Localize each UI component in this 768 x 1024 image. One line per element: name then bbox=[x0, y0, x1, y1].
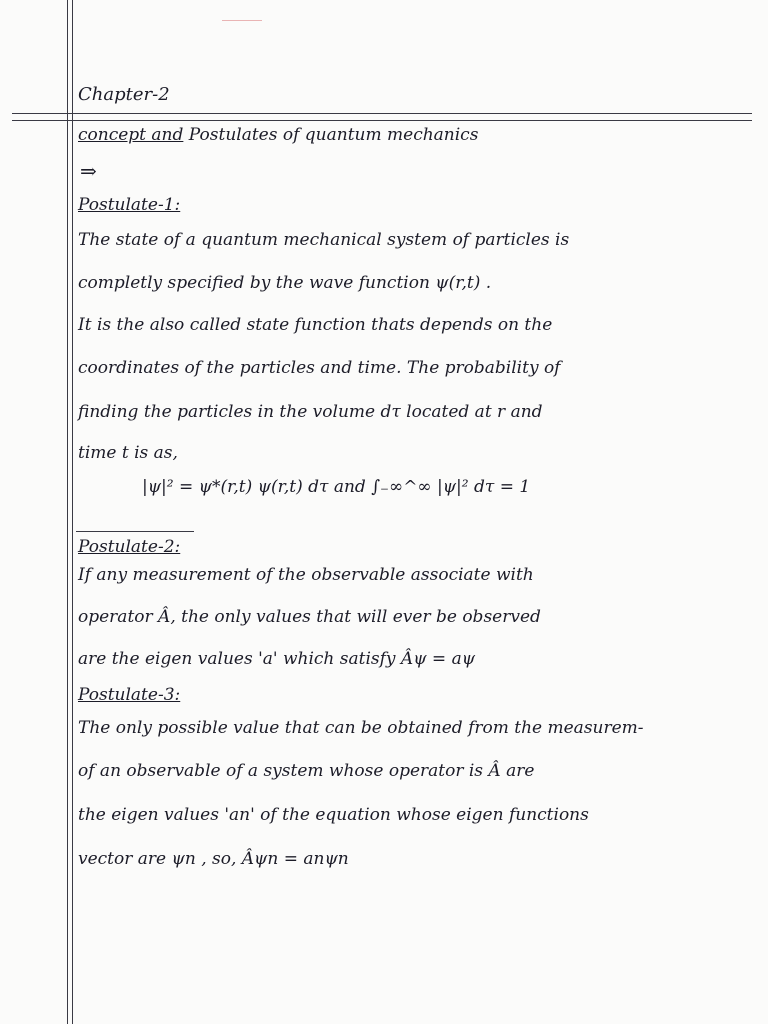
postulate1-line-3: It is the also called state function thats depends on the bbox=[78, 315, 553, 335]
postulate1-heading: Postulate-1: bbox=[78, 195, 181, 215]
margin-line-right bbox=[72, 0, 73, 1024]
postulate1-line-2: completly specified by the wave function ψ(r,t) . bbox=[78, 273, 492, 293]
postulate1-line-6: time t is as, bbox=[78, 443, 178, 463]
arrow-icon: ⇒ bbox=[80, 159, 97, 183]
header-rule-bottom bbox=[12, 120, 752, 121]
margin-line-left bbox=[67, 0, 68, 1024]
top-mark bbox=[222, 20, 262, 21]
chapter-title: Chapter-2 bbox=[78, 84, 170, 105]
postulate1-equation: |ψ|² = ψ*(r,t) ψ(r,t) dτ and ∫₋∞^∞ |ψ|² dτ = 1 bbox=[142, 477, 531, 497]
postulate3-line-1: The only possible value that can be obtained from the measurem- bbox=[78, 718, 644, 738]
postulate1-line-5: finding the particles in the volume dτ located at r and bbox=[78, 402, 543, 422]
postulate1-line-4: coordinates of the particles and time. The probability of bbox=[78, 358, 561, 378]
concept-title bbox=[78, 124, 748, 146]
postulate3-heading: Postulate-3: bbox=[78, 685, 181, 705]
postulate3-line-4: vector are ψn , so, Âψn = anψn bbox=[78, 849, 349, 869]
postulate3-line-3: the eigen values 'an' of the equation whose eigen functions bbox=[78, 805, 589, 825]
postulate2-line-1: If any measurement of the observable associate with bbox=[78, 565, 534, 585]
postulate2-line-2: operator Â, the only values that will ever be observed bbox=[78, 607, 541, 627]
header-rule-top bbox=[12, 113, 752, 114]
postulate2-heading: Postulate-2: bbox=[78, 537, 181, 557]
postulate1-line-1: The state of a quantum mechanical system of particles is bbox=[78, 230, 570, 250]
postulate2-line-3: are the eigen values 'a' which satisfy Âψ = aψ bbox=[78, 649, 476, 669]
concept-title-rest: Postulates of quantum mechanics bbox=[183, 125, 479, 145]
postulate3-line-2: of an observable of a system whose operator is Â are bbox=[78, 761, 535, 781]
concept-title-underlined: concept and bbox=[78, 125, 184, 145]
postulate2-box-top bbox=[76, 531, 194, 532]
